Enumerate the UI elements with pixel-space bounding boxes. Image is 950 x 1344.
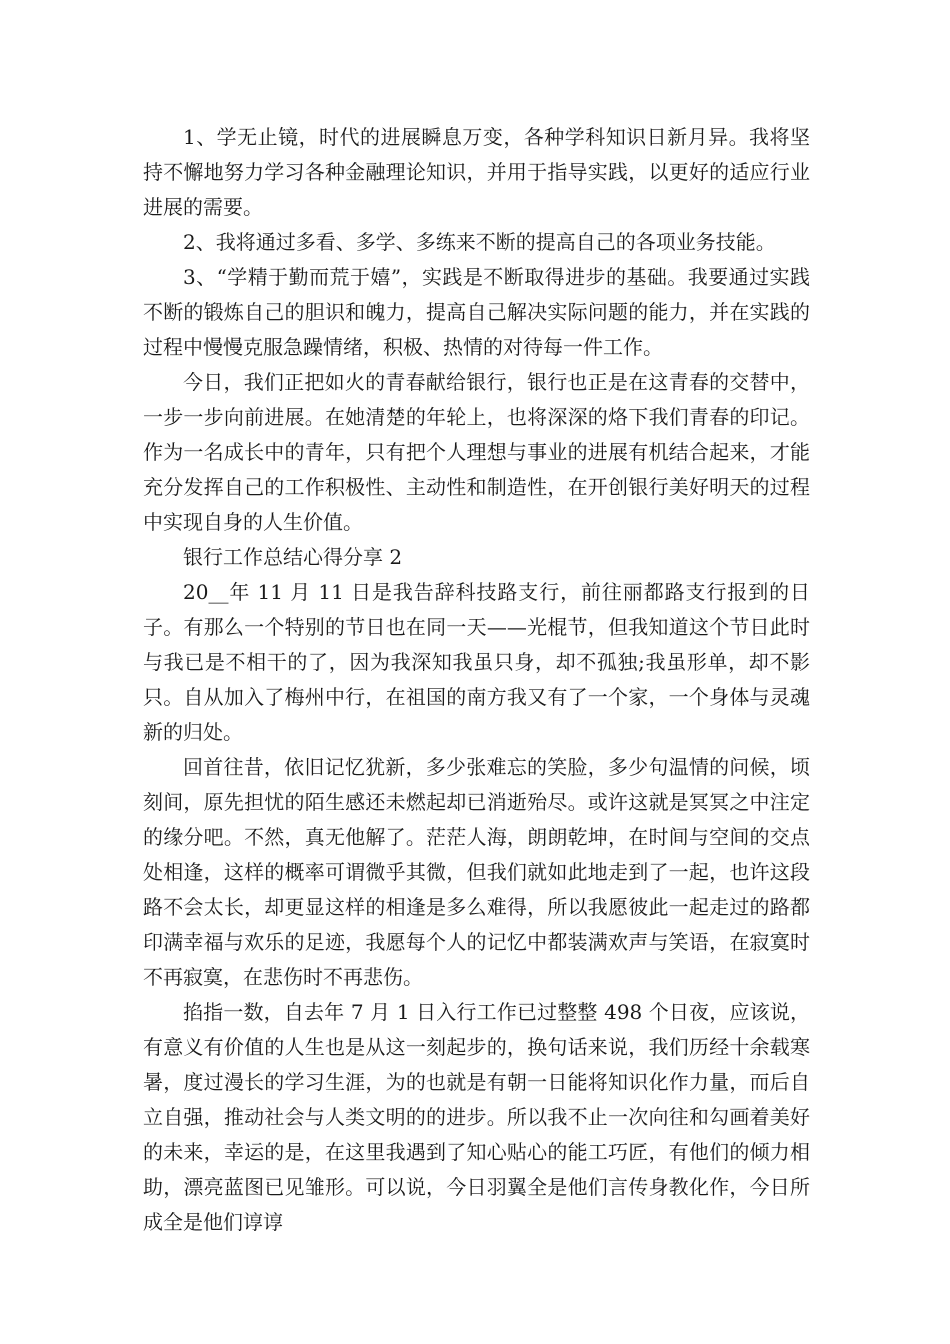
document-body — [143, 120, 810, 1240]
paragraph: 掐指一数，自去年 7 月 1 日入行工作已过整整 498 个日夜，应该说，有意义有价值的人生也是从这一刻起步的，换句话来说，我们历经十余载寒暑，度过漫长的学习生涯，为的也就是有朝一日能将知识化作力量，而后自立自强，推动社会与人类文明的的进步。所以我不止一次向往和勾画着美好的未来，幸运的是，在这里我遇到了知心贴心的能工巧匠，有他们的倾力相助，漂亮蓝图已见雏形。可以说，今日羽翼全是他们言传身教化作，今日所成全是他们谆谆 — [143, 1000, 810, 1234]
section-title: 银行工作总结心得分享 2 — [183, 545, 403, 569]
paragraph: 3、“学精于勤而荒于嬉”，实践是不断取得进步的基础。我要通过实践不断的锻炼自己的胆识和魄力，提高自己解决实际问题的能力，并在实践的过程中慢慢克服急躁情绪，积极、热情的对待每一件工作。 — [143, 265, 810, 359]
paragraph: 1、学无止镜，时代的进展瞬息万变，各种学科知识日新月异。我将坚持不懈地努力学习各种金融理论知识，并用于指导实践，以更好的适应行业进展的需要。 — [143, 125, 810, 219]
paragraph: 20__年 11 月 11 日是我告辞科技路支行，前往丽都路支行报到的日子。有那么一个特别的节日也在同一天——光棍节，但我知道这个节日此时与我已是不相干的了，因为我深知我虽只身，却不孤独;我虽形单，却不影只。自从加入了梅州中行，在祖国的南方我又有了一个家，一个身体与灵魂新的归处。 — [143, 580, 810, 744]
paragraph: 回首往昔，依旧记忆犹新，多少张难忘的笑脸，多少句温情的问候，顷刻间，原先担忧的陌生感还未燃起却已消逝殆尽。或许这就是冥冥之中注定的缘分吧。不然，真无他解了。茫茫人海，朗朗乾坤，在时间与空间的交点处相逢，这样的概率可谓微乎其微，但我们就如此地走到了一起，也许这段路不会太长，却更显这样的相逢是多么难得，所以我愿彼此一起走过的路都印满幸福与欢乐的足迹，我愿每个人的记忆中都装满欢声与笑语，在寂寞时不再寂寞，在悲伤时不再悲伤。 — [143, 755, 810, 989]
paragraph: 2、我将通过多看、多学、多练来不断的提高自己的各项业务技能。 — [183, 230, 776, 254]
paragraph: 今日，我们正把如火的青春献给银行，银行也正是在这青春的交替中，一步一步向前进展。在她清楚的年轮上，也将深深的烙下我们青春的印记。作为一名成长中的青年，只有把个人理想与事业的进展有机结合起来，才能充分发挥自己的工作积极性、主动性和制造性，在开创银行美好明天的过程中实现自身的人生价值。 — [143, 370, 810, 534]
